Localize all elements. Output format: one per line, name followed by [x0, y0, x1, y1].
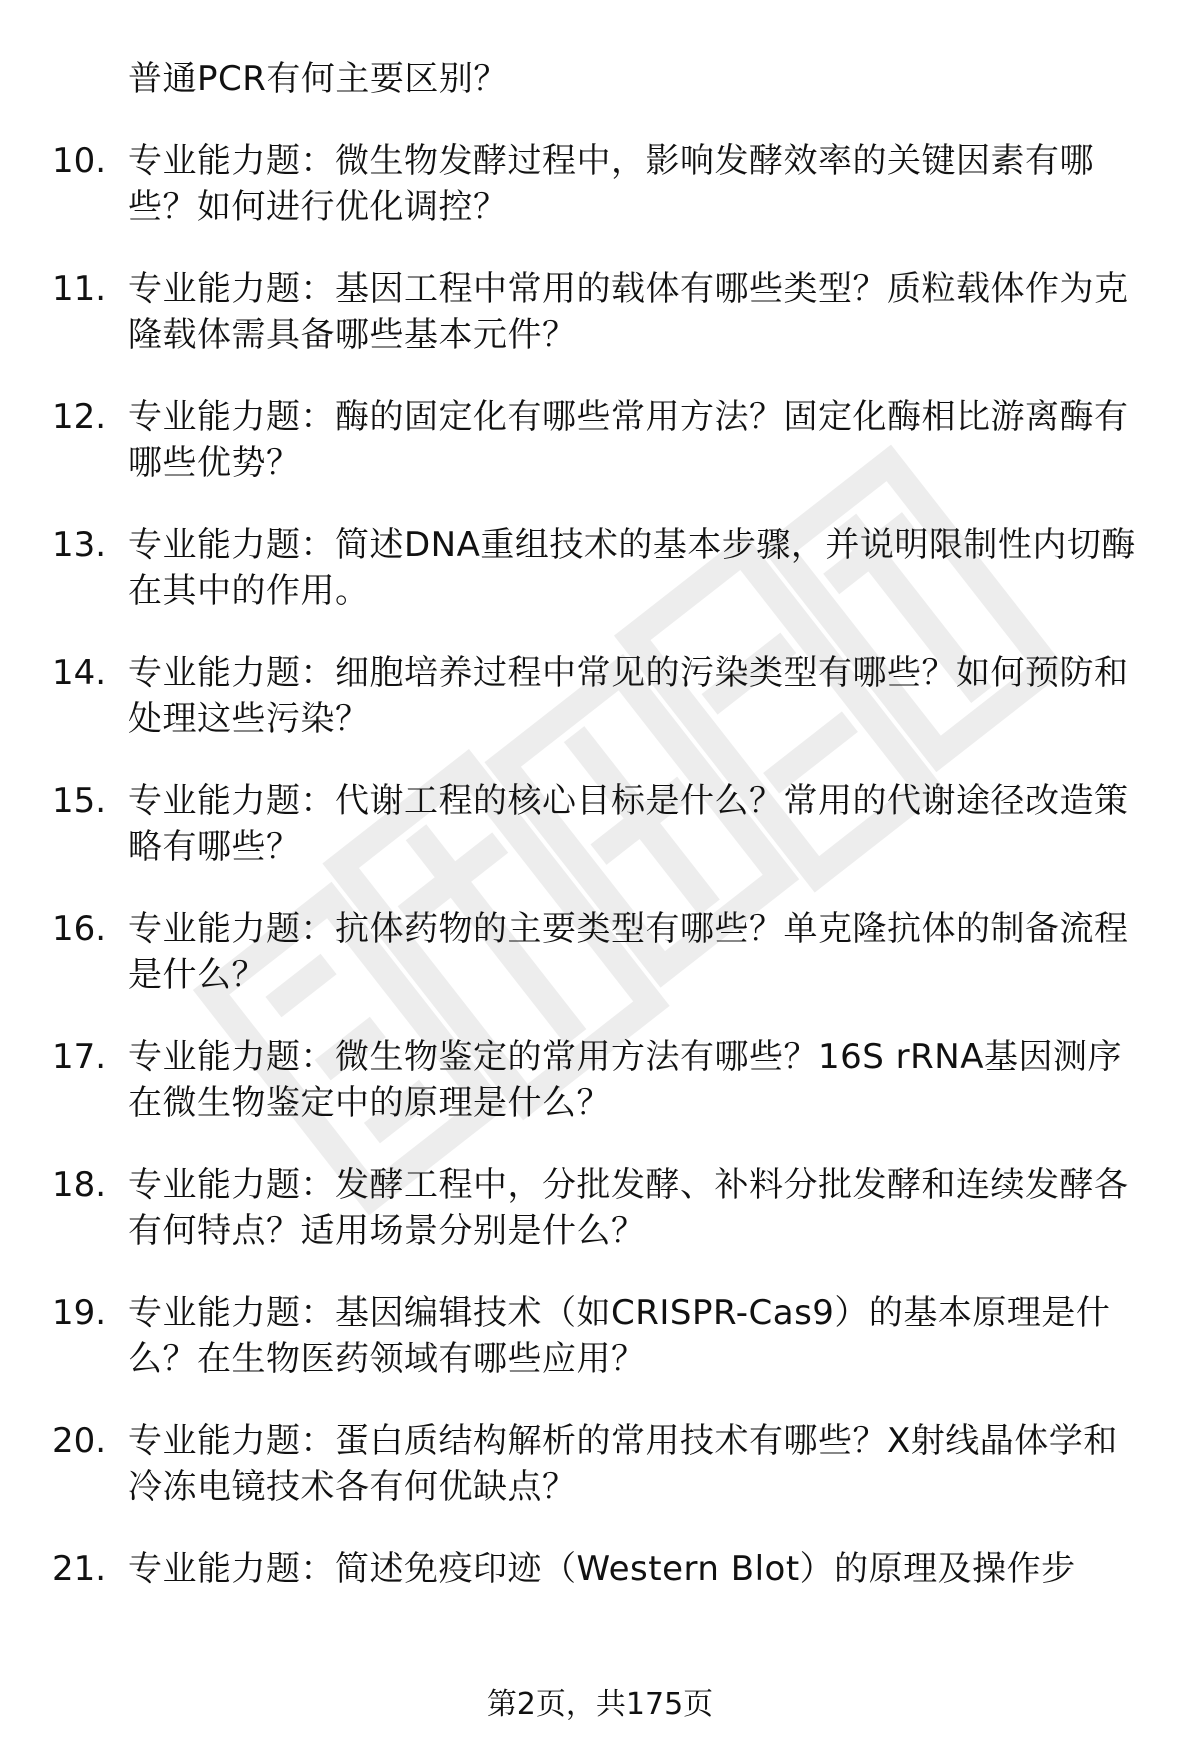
question-list	[52, 56, 1142, 1628]
question-item	[52, 522, 1142, 614]
question-item	[52, 1162, 1142, 1254]
question-item	[52, 1290, 1142, 1382]
question-number: 15.	[52, 781, 107, 821]
question-number: 12.	[52, 397, 107, 437]
question-text: 专业能力题：基因工程中常用的载体有哪些类型？质粒载体作为克隆载体需具备哪些基本元件？	[128, 269, 1129, 355]
question-item	[52, 266, 1142, 358]
question-text: 专业能力题：基因编辑技术（如CRISPR-Cas9）的基本原理是什么？在生物医药领域有哪些应用？	[128, 1293, 1111, 1379]
question-number: 21.	[52, 1549, 107, 1589]
question-text: 专业能力题：微生物发酵过程中，影响发酵效率的关键因素有哪些？如何进行优化调控？	[128, 141, 1094, 227]
question-text: 专业能力题：酶的固定化有哪些常用方法？固定化酶相比游离酶有哪些优势？	[128, 397, 1129, 483]
question-number: 19.	[52, 1293, 107, 1333]
question-text: 专业能力题：细胞培养过程中常见的污染类型有哪些？如何预防和处理这些污染？	[128, 653, 1129, 739]
question-text: 专业能力题：代谢工程的核心目标是什么？常用的代谢途径改造策略有哪些？	[128, 781, 1129, 867]
page-footer: 第2页，共175页	[486, 1687, 714, 1722]
question-item	[52, 1418, 1142, 1510]
question-text: 专业能力题：简述DNA重组技术的基本步骤，并说明限制性内切酶在其中的作用。	[128, 525, 1136, 611]
question-text: 专业能力题：蛋白质结构解析的常用技术有哪些？X射线晶体学和冷冻电镜技术各有何优缺点？	[128, 1421, 1118, 1507]
question-text: 专业能力题：简述免疫印迹（Western Blot）的原理及操作步	[128, 1549, 1076, 1589]
question-item	[52, 778, 1142, 870]
question-item	[52, 1034, 1142, 1126]
question-item	[52, 650, 1142, 742]
question-item	[52, 1546, 1142, 1592]
question-text: 专业能力题：发酵工程中，分批发酵、补料分批发酵和连续发酵各有何特点？适用场景分别是什么？	[128, 1165, 1129, 1251]
question-number: 16.	[52, 909, 107, 949]
continued-text: 普通PCR有何主要区别？	[128, 59, 508, 99]
question-number: 13.	[52, 525, 107, 565]
question-number: 18.	[52, 1165, 107, 1205]
question-number: 20.	[52, 1421, 107, 1461]
question-number: 11.	[52, 269, 107, 309]
question-item	[52, 394, 1142, 486]
question-number: 10.	[52, 141, 107, 181]
question-number: 17.	[52, 1037, 107, 1077]
question-item	[52, 138, 1142, 230]
question-number: 14.	[52, 653, 107, 693]
question-item	[52, 906, 1142, 998]
question-text: 专业能力题：微生物鉴定的常用方法有哪些？16S rRNA基因测序在微生物鉴定中的原理是什么？	[128, 1037, 1122, 1123]
question-text: 专业能力题：抗体药物的主要类型有哪些？单克隆抗体的制备流程是什么？	[128, 909, 1129, 995]
